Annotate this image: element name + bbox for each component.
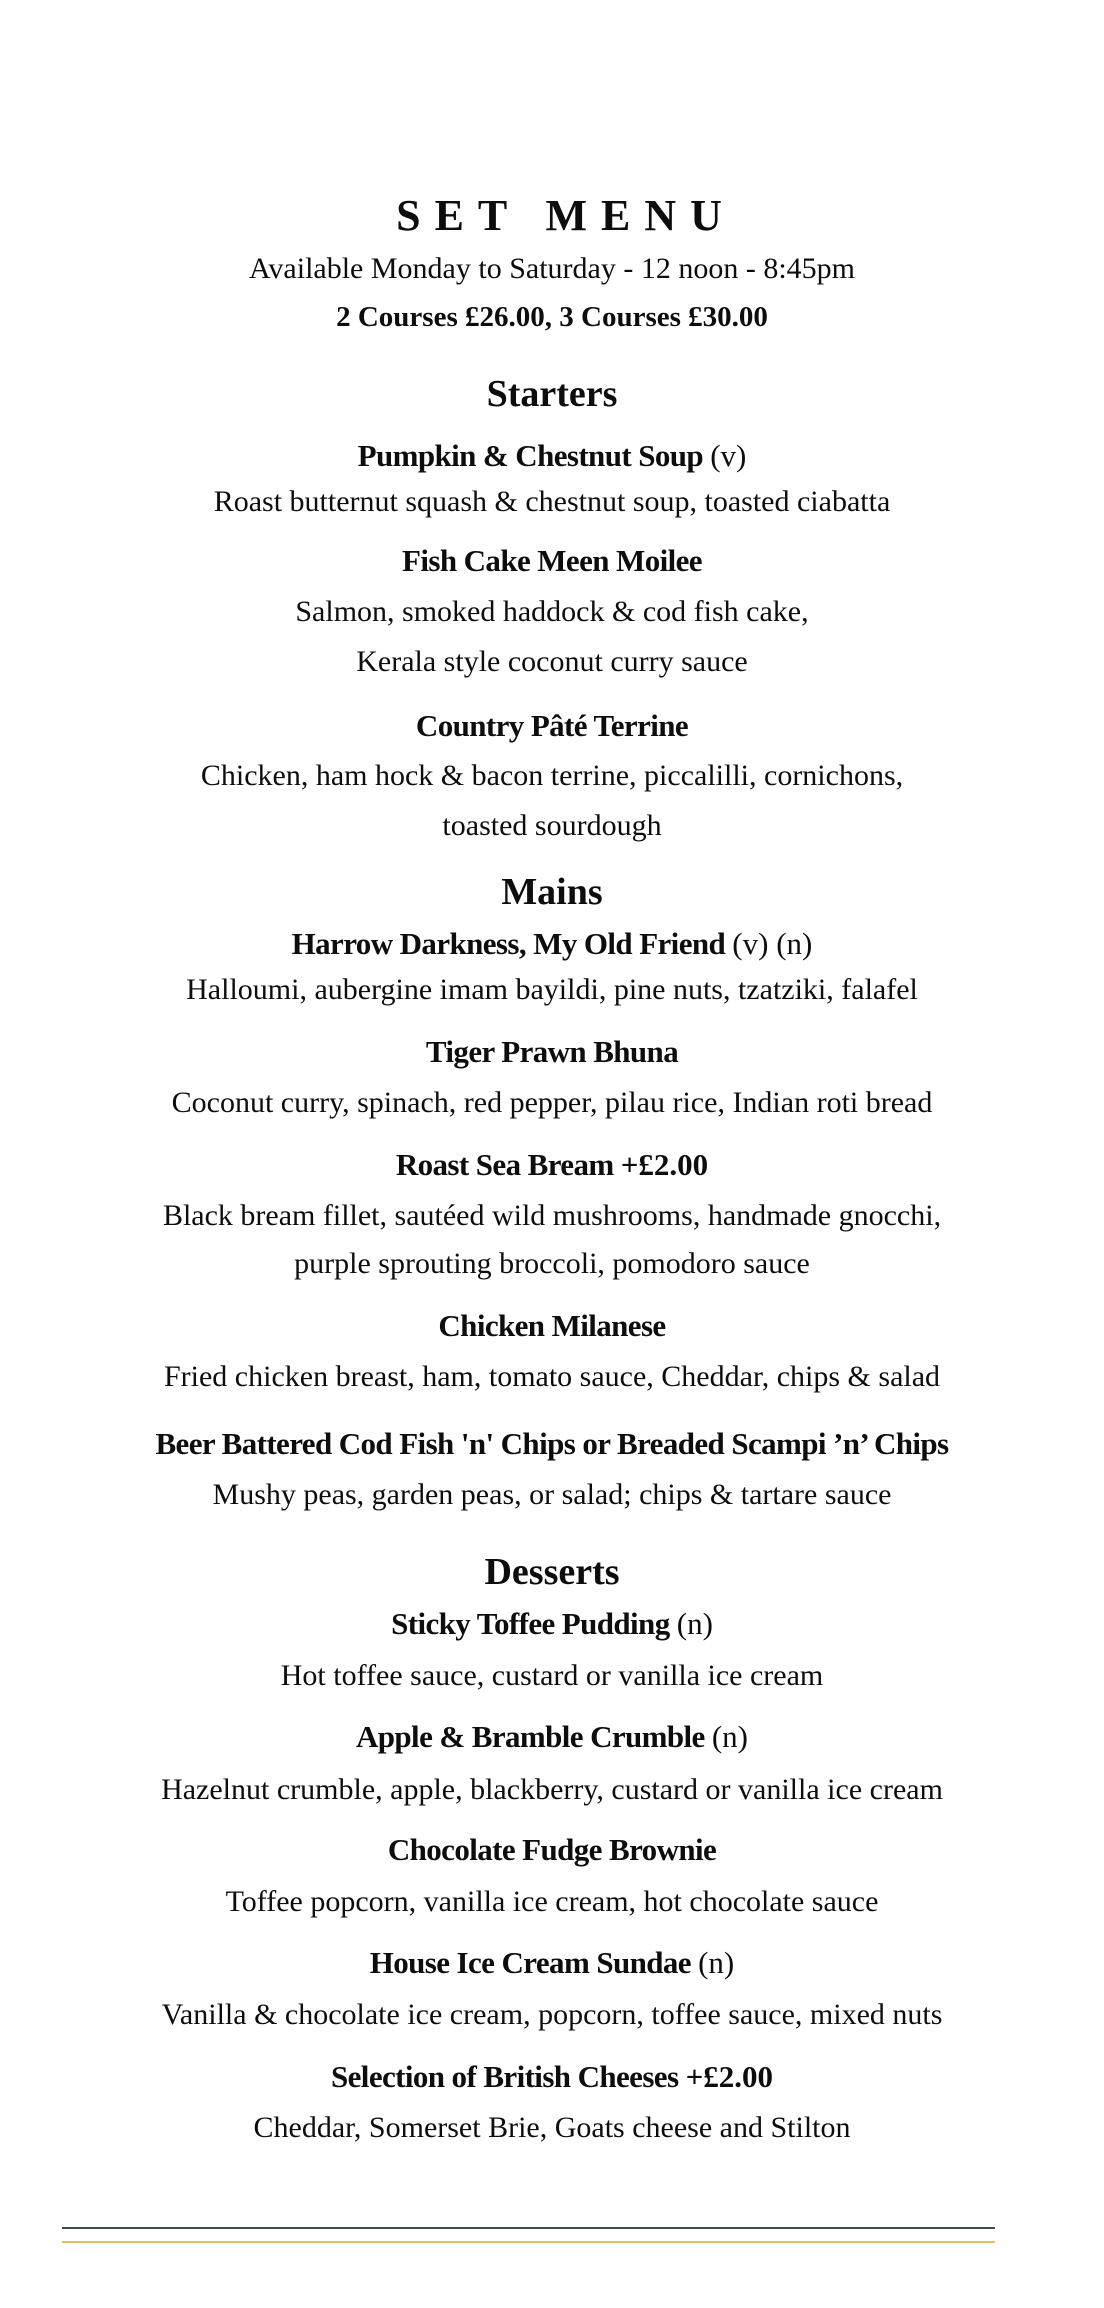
dish-name (0, 1947, 1104, 1978)
dish-name (0, 2061, 1104, 2092)
dish-name (0, 1608, 1104, 1639)
dish-description: Black bream fillet, sautéed wild mushrooms, handmade gnocchi, (162, 1199, 942, 1232)
dish-name (0, 928, 1104, 959)
dish-name (0, 1721, 1104, 1752)
dish-description: Roast butternut squash & chestnut soup, toasted ciabatta (213, 485, 891, 518)
dish-title: Country Pâté Terrine (415, 708, 689, 743)
dish-name (0, 710, 1104, 741)
footer-rule-dark (62, 2227, 995, 2229)
dish-description: Coconut curry, spinach, red pepper, pilau rice, Indian roti bread (171, 1086, 933, 1119)
supplement-price: +£2.00 (620, 1147, 709, 1182)
dish-name (0, 1310, 1104, 1341)
dish-title: Apple & Bramble Crumble (355, 1719, 705, 1754)
dish-description: Hot toffee sauce, custard or vanilla ice cream (280, 1659, 824, 1692)
dish-name (0, 1149, 1104, 1180)
dish-title: Harrow Darkness, My Old Friend (291, 926, 726, 961)
dish-description: Cheddar, Somerset Brie, Goats cheese and Stilton (253, 2111, 851, 2144)
menu-title: SET MENU (396, 191, 736, 240)
dish-title: Roast Sea Bream (395, 1147, 614, 1182)
dish-description: purple sprouting broccoli, pomodoro sauce (294, 1247, 810, 1280)
dish-title: Fish Cake Meen Moilee (402, 543, 702, 578)
section-heading-starters: Starters (486, 373, 618, 415)
dish-title: Chicken Milanese (438, 1308, 666, 1343)
dish-title: Pumpkin & Chestnut Soup (357, 438, 704, 473)
course-pricing: 2 Courses £26.00, 3 Courses £30.00 (336, 301, 768, 333)
dish-description: Kerala style coconut curry sauce (356, 645, 748, 678)
dish-description: Halloumi, aubergine imam bayildi, pine nuts, tzatziki, falafel (186, 973, 918, 1006)
footer-rule-gold (62, 2241, 995, 2243)
dish-title: Beer Battered Cod Fish 'n' Chips or Breaded Scampi ’n’ Chips (155, 1426, 949, 1461)
dietary-tag: (n) (711, 1719, 749, 1754)
dish-title: Sticky Toffee Pudding (391, 1606, 670, 1641)
section-heading-mains: Mains (501, 871, 603, 913)
dietary-tag: (n) (698, 1945, 735, 1980)
dietary-tag: (n) (676, 1606, 713, 1641)
dish-title: Chocolate Fudge Brownie (387, 1832, 717, 1867)
dietary-tag: (v) (n) (732, 926, 813, 961)
dish-description: Toffee popcorn, vanilla ice cream, hot chocolate sauce (225, 1885, 879, 1918)
dish-name (0, 545, 1104, 576)
section-heading-desserts: Desserts (484, 1551, 620, 1593)
dish-description: Mushy peas, garden peas, or salad; chips & tartare sauce (212, 1478, 892, 1511)
dish-description: Fried chicken breast, ham, tomato sauce, Cheddar, chips & salad (163, 1360, 941, 1393)
supplement-price: +£2.00 (685, 2059, 773, 2094)
dish-description: Vanilla & chocolate ice cream, popcorn, toffee sauce, mixed nuts (161, 1998, 943, 2031)
dish-title: Selection of British Cheeses (331, 2059, 679, 2094)
dish-title: Tiger Prawn Bhuna (425, 1034, 679, 1069)
dish-description: Hazelnut crumble, apple, blackberry, custard or vanilla ice cream (161, 1773, 943, 1806)
availability-text: Available Monday to Saturday - 12 noon - 8:45pm (248, 252, 855, 285)
dish-description: Chicken, ham hock & bacon terrine, piccalilli, cornichons, (200, 759, 904, 792)
dish-name (0, 1834, 1104, 1865)
dish-description: Salmon, smoked haddock & cod fish cake, (295, 595, 809, 628)
dish-description: toasted sourdough (442, 809, 662, 842)
dietary-tag: (v) (710, 438, 747, 473)
dish-name (0, 440, 1104, 471)
dish-title: House Ice Cream Sundae (369, 1945, 691, 1980)
dish-name (0, 1428, 1104, 1459)
dish-name (0, 1036, 1104, 1067)
